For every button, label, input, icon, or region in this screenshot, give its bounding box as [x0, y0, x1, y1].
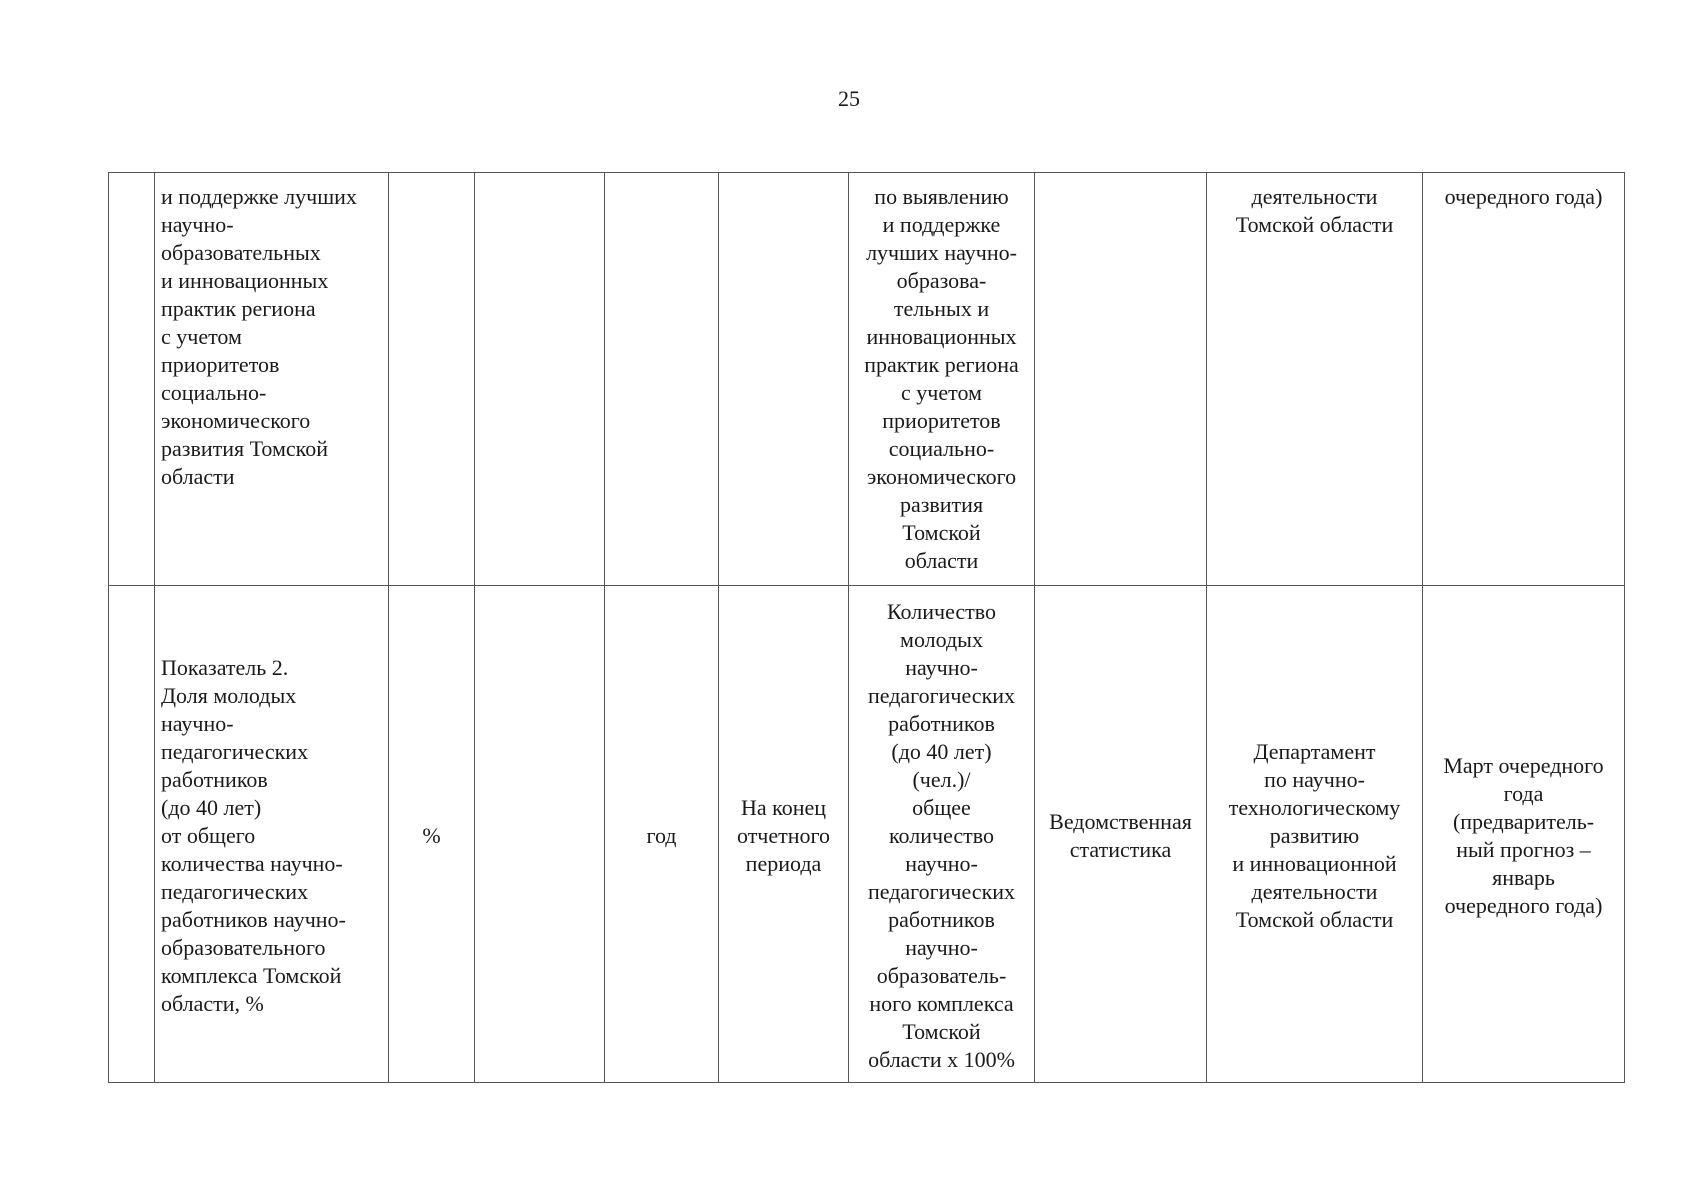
cell-method: Количество молодых научно- педагогических работников (до 40 лет) (чел.)/ общее количество научно- педагогических работников научно- образователь- ного комплекса Томской области х 100%: [849, 586, 1035, 1083]
cell-unit: [389, 173, 475, 586]
cell-responsible: деятельности Томской области: [1207, 173, 1423, 586]
cell-deadline: Март очередного года (предваритель- ный прогноз – январь очередного года): [1423, 586, 1625, 1083]
cell-time-characteristic: [719, 173, 849, 586]
cell-frequency: [605, 173, 719, 586]
cell-responsible: Департамент по научно- технологическому развитию и инновационной деятельности Томской области: [1207, 586, 1423, 1083]
cell-method: по выявлению и поддержке лучших научно- образова- тельных и инновационных практик региона с учетом приоритетов социально- экономического развития Томской области: [849, 173, 1035, 586]
cell-source: [1035, 173, 1207, 586]
cell-unit: %: [389, 586, 475, 1083]
table-row: [109, 173, 1625, 586]
cell-indicator: Показатель 2. Доля молодых научно- педагогических работников (до 40 лет) от общего количества научно- педагогических работников научно- образовательного комплекса Томской области, %: [155, 586, 389, 1083]
cell-empty: [475, 173, 605, 586]
cell-number: [109, 586, 155, 1083]
cell-deadline: очередного года): [1423, 173, 1625, 586]
cell-source: Ведомственная статистика: [1035, 586, 1207, 1083]
page-number: 25: [838, 86, 860, 111]
table-row: [109, 586, 1625, 1083]
cell-indicator: и поддержке лучших научно- образовательных и инновационных практик региона с учетом приоритетов социально- экономического развития Томской области: [155, 173, 389, 586]
cell-number: [109, 173, 155, 586]
cell-frequency: год: [605, 586, 719, 1083]
cell-time-characteristic: На конец отчетного периода: [719, 586, 849, 1083]
indicators-table: [108, 172, 1625, 1083]
cell-empty: [475, 586, 605, 1083]
